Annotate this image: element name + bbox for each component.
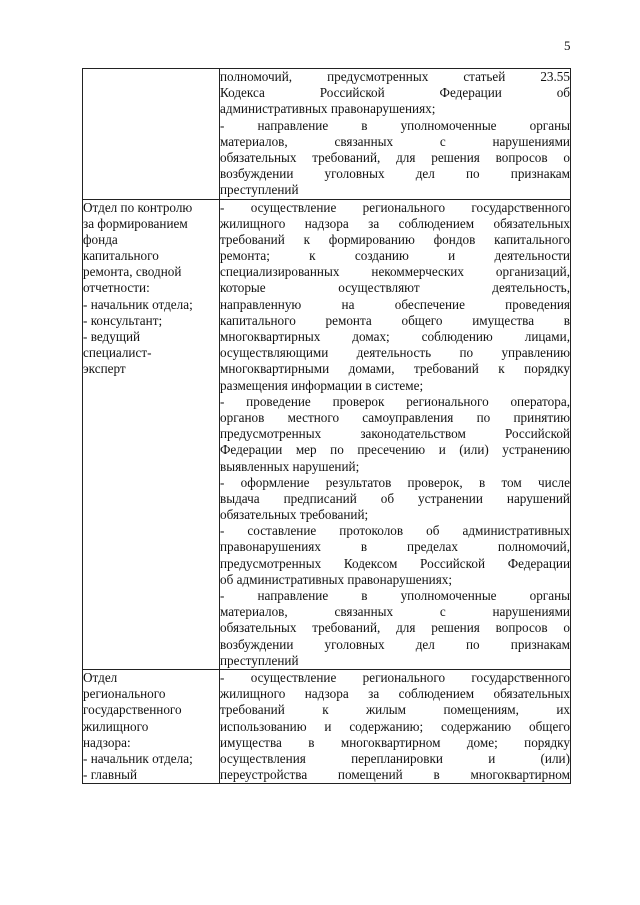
department-line: государственного: [83, 702, 182, 718]
function-line: - осуществление регионального государственного: [220, 669, 570, 685]
department-line: - главный: [83, 767, 138, 783]
function-line: которые осуществляют деятельность,: [220, 280, 570, 296]
function-line: выявленных нарушений;: [220, 458, 360, 474]
function-line: возбуждении уголовных дел по признакам: [220, 166, 570, 182]
department-line: специалист-: [83, 345, 152, 361]
table-row: [83, 669, 571, 783]
department-line: за формированием: [83, 215, 188, 231]
function-line: требований к формированию фондов капитального: [220, 231, 570, 247]
function-line: жилищного надзора за соблюдением обязательных: [220, 686, 570, 702]
function-line: обязательных требований, для решения вопросов о: [220, 620, 570, 636]
function-line: Федерации мер по пресечению и (или) устранению: [220, 442, 570, 458]
function-line: правонарушениях в пределах полномочий,: [220, 539, 570, 555]
function-line: административных правонарушениях;: [220, 101, 436, 117]
function-line: - оформление результатов проверок, в том числе: [220, 474, 570, 490]
function-line: предусмотренных законодательством Российской: [220, 426, 570, 442]
department-line: Отдел по контролю: [83, 199, 193, 215]
department-line: - консультант;: [83, 312, 163, 328]
function-line: размещения информации в системе;: [220, 377, 424, 393]
department-line: жилищного: [83, 718, 149, 734]
function-line: - составление протоколов об административных: [220, 523, 570, 539]
function-line: направленную на обеспечение проведения: [220, 296, 570, 312]
table-body: [83, 69, 571, 784]
function-line: имущества в многоквартирном доме; порядку: [220, 734, 570, 750]
function-line: осуществления перепланировки и (или): [220, 750, 570, 766]
function-line: выдача предписаний об устранении нарушений: [220, 490, 570, 506]
department-line: - ведущий: [83, 329, 141, 344]
department-line: отчетности:: [83, 280, 150, 296]
responsibilities-table: [82, 68, 571, 784]
function-line: многоквартирных домах; соблюдению лицами,: [220, 329, 570, 344]
function-line: переустройства помещений в многоквартирном: [220, 767, 570, 783]
function-line: ремонта; к созданию и деятельности: [220, 248, 570, 264]
function-line: осуществляющими деятельность по управлению: [220, 345, 570, 361]
function-line: возбуждении уголовных дел по признакам: [220, 636, 570, 652]
department-line: фонда: [83, 231, 118, 247]
page-number: 5: [564, 38, 571, 53]
department-cell: [83, 669, 220, 783]
function-line: использованию и содержанию; содержанию общего: [220, 718, 570, 734]
table-row: [83, 199, 571, 669]
function-line: об административных правонарушениях;: [220, 571, 453, 587]
function-line: Кодекса Российской Федерации об: [220, 85, 570, 101]
function-line: жилищного надзора за соблюдением обязательных: [220, 215, 570, 231]
department-line: ремонта, сводной: [83, 264, 182, 280]
department-line: - начальник отдела;: [83, 296, 193, 312]
department-cell: [83, 69, 220, 200]
function-line: материалов, связанных с нарушениями: [220, 133, 570, 149]
function-line: обязательных требований;: [220, 507, 369, 523]
department-line: Отдел: [83, 669, 118, 685]
function-line: специализированных некоммерческих организаций,: [220, 264, 570, 280]
department-line: регионального: [83, 686, 166, 702]
function-line: многоквартирными домами, требований к порядку: [220, 361, 570, 377]
department-line: надзора:: [83, 734, 131, 750]
function-line: преступлений: [220, 652, 299, 668]
function-line: преступлений: [220, 182, 299, 198]
functions-cell: [220, 669, 571, 783]
function-line: обязательных требований, для решения вопросов о: [220, 149, 570, 165]
function-line: - направление в уполномоченные органы: [220, 117, 570, 133]
function-line: органов местного самоуправления по принятию: [220, 409, 570, 425]
department-line: эксперт: [83, 361, 126, 377]
function-line: капитального ремонта общего имущества в: [220, 312, 570, 328]
function-line: требований к жилым помещениям, их: [220, 702, 570, 718]
function-line: - проведение проверок регионального оператора,: [220, 393, 570, 409]
department-line: капитального: [83, 248, 159, 264]
function-line: предусмотренных Кодексом Российской Федерации: [220, 555, 570, 571]
function-line: полномочий, предусмотренных статьей 23.55: [220, 69, 570, 84]
function-line: - осуществление регионального государственного: [220, 199, 570, 215]
function-line: материалов, связанных с нарушениями: [220, 604, 570, 620]
table-row: [83, 69, 571, 200]
functions-cell: [220, 199, 571, 669]
functions-cell: [220, 69, 571, 200]
function-line: - направление в уполномоченные органы: [220, 588, 570, 603]
department-line: - начальник отдела;: [83, 750, 193, 766]
department-cell: [83, 199, 220, 669]
